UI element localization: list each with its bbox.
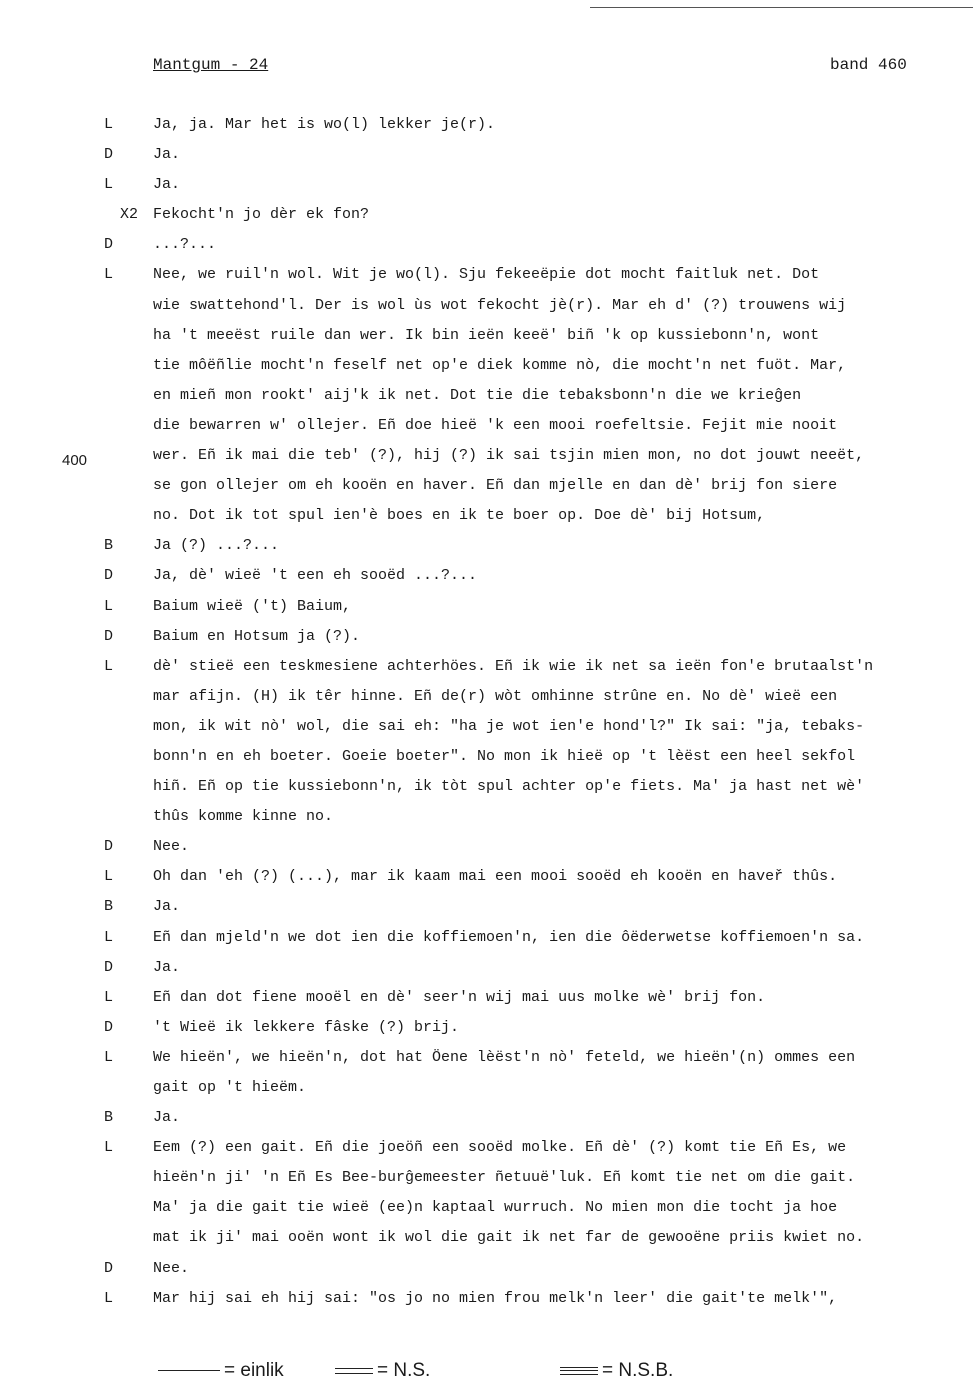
transcript-line xyxy=(0,441,973,471)
utterance-text: Nee. xyxy=(153,838,190,856)
speaker-label: L xyxy=(104,597,114,615)
speaker-label: L xyxy=(104,928,114,946)
footer-legend-ns xyxy=(335,1360,430,1382)
speaker-label: L xyxy=(104,1139,114,1157)
footer-legend-nsb xyxy=(560,1360,673,1382)
transcript-line xyxy=(0,170,973,200)
transcript-line xyxy=(0,260,973,290)
speaker-label: D xyxy=(104,958,114,976)
utterance-text: mat ik ji' mai ooën wont ik wol die gait ik net far de gewooëne priis kwiet no. xyxy=(153,1229,865,1247)
transcript-line xyxy=(0,742,973,772)
utterance-text: gait op 't hieëm. xyxy=(153,1079,307,1096)
utterance-text: en mieñ mon rookt' aij'k ik net. Dot tie die tebaksbonn'n die we krieĝen xyxy=(153,386,802,404)
utterance-text: no. Dot ik tot spul ien'è boes en ik te boer op. Doe dè' bij Hotsum, xyxy=(153,507,766,525)
transcript-line xyxy=(0,351,973,381)
transcript-line xyxy=(0,501,973,531)
utterance-text: mon, ik wit nò' wol, die sai eh: "ha je wot ien'e hond'l?" Ik sai: "ja, tebaks- xyxy=(153,717,865,735)
page-header-left: Mantgum - 24 xyxy=(153,56,269,74)
speaker-label: B xyxy=(104,898,114,916)
utterance-text: Ja. xyxy=(153,898,181,916)
transcript-line xyxy=(0,923,973,953)
utterance-text: thûs komme kinne no. xyxy=(153,808,334,826)
utterance-text: Eñ dan dot fiene mooël en dè' seer'n wij mai uus molke wè' brij fon. xyxy=(153,988,766,1006)
transcript-line xyxy=(0,622,973,652)
transcript-line xyxy=(0,1193,973,1223)
speaker-label: D xyxy=(104,236,114,254)
utterance-text: se gon ollejer om eh kooën en haver. Eñ dan mjelle en dan dè' brij fon siere xyxy=(153,477,838,495)
utterance-text: tie môëñlie mocht'n feself net op'e diek komme nò, die mocht'n net fuöt. Mar, xyxy=(153,356,847,374)
utterance-text: dè' stieë een teskmesiene achterhöes. Eñ ik wie ik net sa ieën fon'e brutaalst'n xyxy=(153,657,874,675)
transcript-line xyxy=(0,381,973,411)
utterance-text: ...?... xyxy=(153,236,217,254)
transcript-line xyxy=(0,1223,973,1253)
speaker-label: D xyxy=(104,627,114,645)
utterance-text: mar afijn. (H) ik têr hinne. Eñ de(r) wòt omhinne strûne en. No dè' wieë een xyxy=(153,687,838,705)
double-underline-mark xyxy=(335,1368,373,1374)
utterance-text: ha 't meeëst ruile dan wer. Ik bin ieën keeë' biñ 'k op kussiebonn'n, wont xyxy=(153,326,820,344)
footer-legend-einlik xyxy=(158,1360,284,1382)
transcript-line xyxy=(0,592,973,622)
transcript-line xyxy=(0,1013,973,1043)
speaker-label: L xyxy=(104,1289,114,1307)
transcript-line xyxy=(0,1133,973,1163)
speaker-label: L xyxy=(104,988,114,1006)
footer-legend-text: = N.S. xyxy=(377,1360,431,1381)
speaker-label: D xyxy=(104,1018,114,1036)
utterance-text: die bewarren w' ollejer. Eñ doe hieë 'k een mooi roefeltsie. Fejit mie nooit xyxy=(153,416,838,434)
utterance-text: wer. Eñ ik mai die teb' (?), hij (?) ik sai tsjin mien mon, no dot jouwt neeët, xyxy=(153,447,865,465)
speaker-label: L xyxy=(104,266,114,284)
transcript-line xyxy=(0,862,973,892)
transcript-line xyxy=(0,1284,973,1314)
transcript-line xyxy=(0,200,973,230)
utterance-text: Nee. xyxy=(153,1259,190,1277)
speaker-label: L xyxy=(104,176,114,194)
transcript-line xyxy=(0,140,973,170)
speaker-label: L xyxy=(104,657,114,675)
triple-underline-mark xyxy=(560,1367,598,1375)
utterance-text: bonn'n en eh boeter. Goeie boeter". No mon ik hieë op 't lèëst een heel sekfol xyxy=(153,747,856,765)
utterance-text: Ma' ja die gait tie wieë (ee)n kaptaal wurruch. No mien mon die tocht ja hoe xyxy=(153,1199,838,1217)
speaker-label: D xyxy=(104,567,114,585)
transcript-line xyxy=(0,953,973,983)
utterance-text: 't Wieë ik lekkere fâske (?) brij. xyxy=(153,1018,460,1036)
footer-legend-text: = einlik xyxy=(224,1360,284,1381)
transcript-line xyxy=(0,983,973,1013)
speaker-label: D xyxy=(104,1259,114,1277)
transcript-line xyxy=(0,1103,973,1133)
speaker-label: D xyxy=(104,146,114,164)
utterance-text: Ja (?) ...?... xyxy=(153,537,280,555)
utterance-text: Fekocht'n jo dèr ek fon? xyxy=(153,206,370,224)
utterance-text: Ja. xyxy=(153,176,181,194)
utterance-text: hieën'n ji' 'n Eñ Es Bee-burĝemeester ñetuuë'luk. Eñ komt tie net om die gait. xyxy=(153,1169,856,1187)
transcript-line xyxy=(0,110,973,140)
transcript-line xyxy=(0,531,973,561)
utterance-text: Mar hij sai eh hij sai: "os jo no mien frou melk'n leer' die gait'te melk'", xyxy=(153,1289,838,1307)
transcript-line xyxy=(0,682,973,712)
transcript-line xyxy=(0,1073,973,1103)
speaker-label: B xyxy=(104,537,114,555)
utterance-text: Ja. xyxy=(153,958,181,976)
top-rule xyxy=(590,7,973,8)
transcript-line xyxy=(0,1163,973,1193)
utterance-text: Eem (?) een gait. Eñ die joeöñ een sooëd molke. Eñ dè' (?) komt tie Eñ Es, we xyxy=(153,1139,847,1157)
utterance-text: wie swattehond'l. Der is wol ùs wot fekocht jè(r). Mar eh d' (?) trouwens wij xyxy=(153,296,847,314)
utterance-text: Baium en Hotsum ja (?). xyxy=(153,627,361,645)
speaker-label: X2 xyxy=(120,206,139,224)
transcript-line xyxy=(0,1254,973,1284)
page-header-right: band 460 xyxy=(830,56,907,74)
transcript-line xyxy=(0,230,973,260)
speaker-label: L xyxy=(104,868,114,886)
transcript-line xyxy=(0,802,973,832)
utterance-text: Ja, dè' wieë 't een eh sooëd ...?... xyxy=(153,567,478,585)
transcript-line xyxy=(0,772,973,802)
utterance-text: Ja, ja. Mar het is wo(l) lekker je(r). xyxy=(153,116,496,133)
utterance-text: Eñ dan mjeld'n we dot ien die koffiemoen'n, ien die ôëderwetse koffiemoen'n sa. xyxy=(153,928,865,946)
transcript-line xyxy=(0,411,973,441)
transcript-line xyxy=(0,892,973,922)
transcript-line xyxy=(0,712,973,742)
utterance-text: We hieën', we hieën'n, dot hat Öene lèëst'n nò' feteld, we hieën'(n) ommes een xyxy=(153,1048,856,1066)
margin-note: 400 xyxy=(62,452,88,469)
transcript xyxy=(0,110,973,1314)
speaker-label: D xyxy=(104,838,114,856)
speaker-label: L xyxy=(104,1048,114,1066)
single-underline-mark xyxy=(158,1370,220,1371)
transcript-line xyxy=(0,321,973,351)
footer-legend-text: = N.S.B. xyxy=(602,1360,674,1381)
transcript-line xyxy=(0,561,973,591)
utterance-text: Ja. xyxy=(153,146,181,164)
utterance-text: Baium wieë ('t) Baium, xyxy=(153,597,352,615)
speaker-label: B xyxy=(104,1109,114,1127)
utterance-text: hiñ. Eñ op tie kussiebonn'n, ik tòt spul achter op'e fiets. Ma' ja hast net wè' xyxy=(153,778,865,796)
utterance-text: Nee, we ruil'n wol. Wit je wo(l). Sju fekeeëpie dot mocht faitluk net. Dot xyxy=(153,266,820,284)
transcript-line xyxy=(0,291,973,321)
speaker-label: L xyxy=(104,116,114,133)
utterance-text: Oh dan 'eh (?) (...), mar ik kaam mai een mooi sooëd eh kooën en haveř thûs. xyxy=(153,868,838,886)
transcript-line xyxy=(0,652,973,682)
utterance-text: Ja. xyxy=(153,1109,181,1127)
transcript-line xyxy=(0,1043,973,1073)
transcript-line xyxy=(0,471,973,501)
transcript-line xyxy=(0,832,973,862)
